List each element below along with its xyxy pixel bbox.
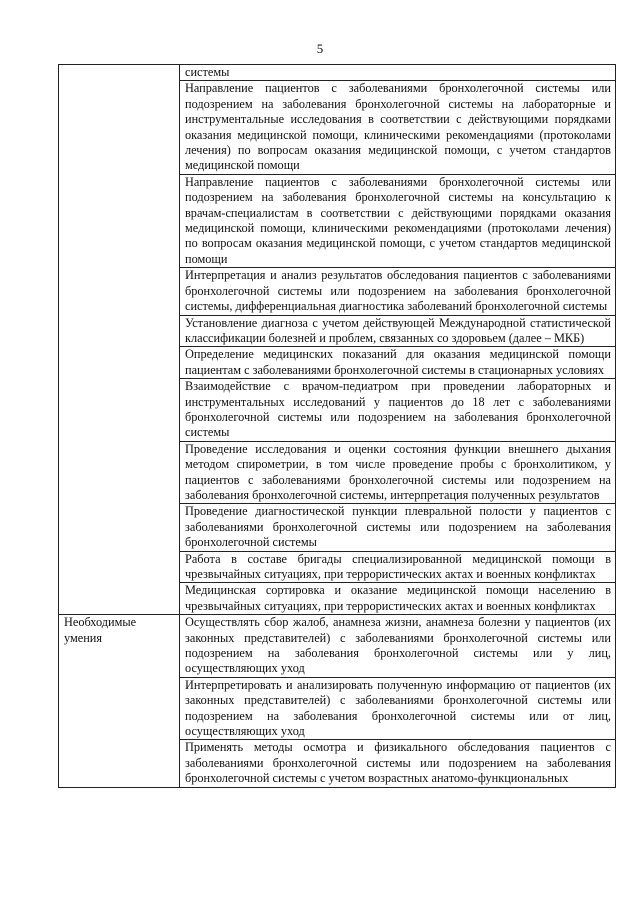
label-cell	[59, 65, 180, 615]
item-cell: Работа в составе бригады специализированной медицинской помощи в чрезвычайных ситуациях, при террористических актах и военных конфликтах	[180, 551, 616, 583]
item-cell: Медицинская сортировка и оказание медицинской помощи населению в чрезвычайных ситуациях, при террористических актах и военных конфликтах	[180, 583, 616, 615]
item-cell: Интерпретировать и анализировать полученную информацию от пациентов (их законных представителей) с заболеваниями бронхолегочной системы или подозрением на заболевания бронхолегочной системы или от лиц, осуществляющих уход	[180, 677, 616, 740]
item-cell: Направление пациентов с заболеваниями бронхолегочной системы или подозрением на заболевания бронхолегочной системы на консультацию к врачам-специалистам в соответствии с действующими порядками оказания медицинской помощи, клиническими рекомендациями (протоколами лечения) по вопросам оказания медицинской помощи, с учетом стандартов медицинской помощи	[180, 174, 616, 267]
item-cell: Определение медицинских показаний для оказания медицинской помощи пациентам с заболеваниями бронхолегочной системы в стационарных условиях	[180, 347, 616, 379]
item-cell: Проведение исследования и оценки состояния функции внешнего дыхания методом спирометрии, в том числе проведение пробы с бронхолитиком, у пациентов с заболеваниями бронхолегочной системы или подозрением на заболевания бронхолегочной системы, интерпретация полученных результатов	[180, 441, 616, 504]
item-cell: Взаимодействие с врачом-педиатром при проведении лабораторных и инструментальных исследований у пациентов до 18 лет с заболеваниями бронхолегочной системы или подозрением на заболевания бронхолегочной системы	[180, 379, 616, 442]
requirements-table	[58, 64, 616, 788]
page-number: 5	[316, 41, 324, 56]
item-cell: Осуществлять сбор жалоб, анамнеза жизни, анамнеза болезни у пациентов (их законных представителей) с заболеваниями бронхолегочной системы или подозрением на заболевания бронхолегочной системы или у лиц, осуществляющих уход	[180, 615, 616, 678]
label-cell-skills: Необходимые умения	[59, 615, 180, 787]
item-cell: Направление пациентов с заболеваниями бронхолегочной системы или подозрением на заболевания бронхолегочной системы на лабораторные и инструментальные исследования в соответствии с действующими порядками оказания медицинской помощи, клиническими рекомендациями (протоколами лечения) по вопросам оказания медицинской помощи, с учетом стандартов медицинской помощи	[180, 81, 616, 174]
item-cell: Применять методы осмотра и физикального обследования пациентов с заболеваниями бронхолегочной системы или подозрением на заболевания бронхолегочной системы с учетом возрастных анатомо-функциональных	[180, 740, 616, 787]
item-cell: Проведение диагностической пункции плевральной полости у пациентов с заболеваниями бронхолегочной системы или подозрением на заболевания бронхолегочной системы	[180, 504, 616, 551]
table-row	[59, 615, 616, 678]
item-cell: Интерпретация и анализ результатов обследования пациентов с заболеваниями бронхолегочной системы или подозрением на заболевания бронхолегочной системы, дифференциальная диагностика заболеваний бронхолегочной системы	[180, 268, 616, 315]
table-row	[59, 65, 616, 81]
item-cell: Установление диагноза с учетом действующей Международной статистической классификации болезней и проблем, связанных со здоровьем (далее – МКБ)	[180, 315, 616, 347]
item-cell: системы	[180, 65, 616, 81]
